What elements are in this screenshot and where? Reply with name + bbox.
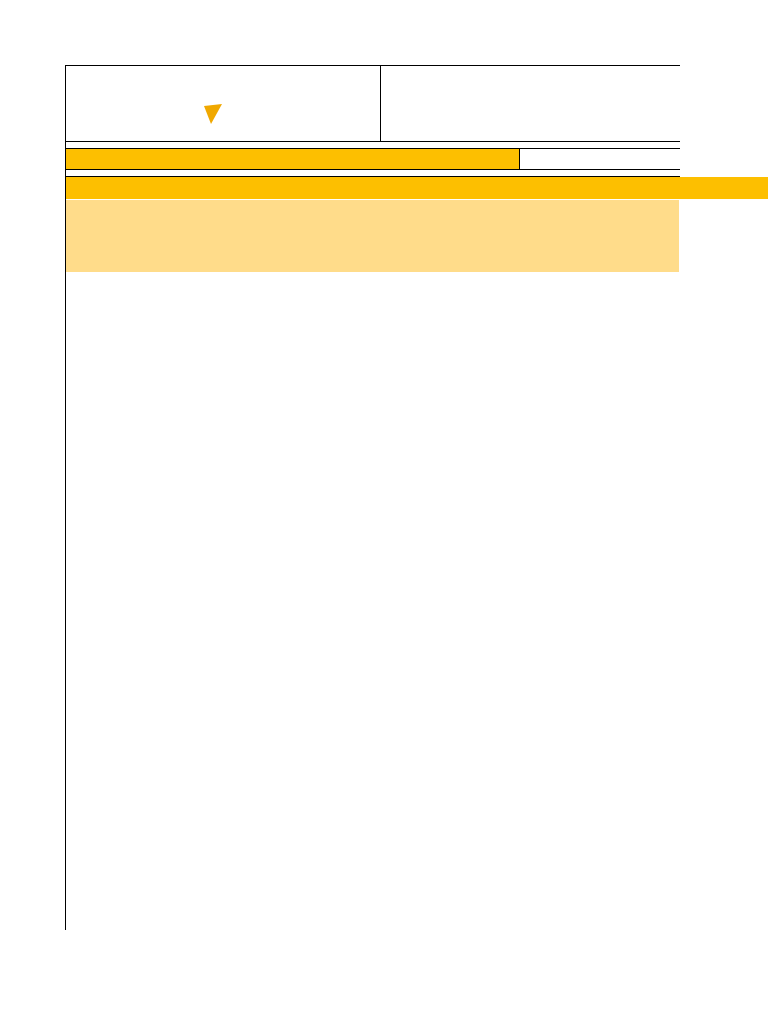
column-header-tipo — [241, 200, 379, 272]
proceso-value-cell[interactable] — [520, 149, 680, 169]
section-title-bar — [66, 177, 768, 199]
column-header-codigo — [381, 200, 519, 272]
column-header-item — [66, 200, 127, 272]
proceso-label-cell — [66, 149, 519, 169]
column-header-nombre — [520, 200, 679, 272]
logo-triangle-icon — [196, 96, 226, 126]
column-header-proceso — [128, 200, 240, 272]
